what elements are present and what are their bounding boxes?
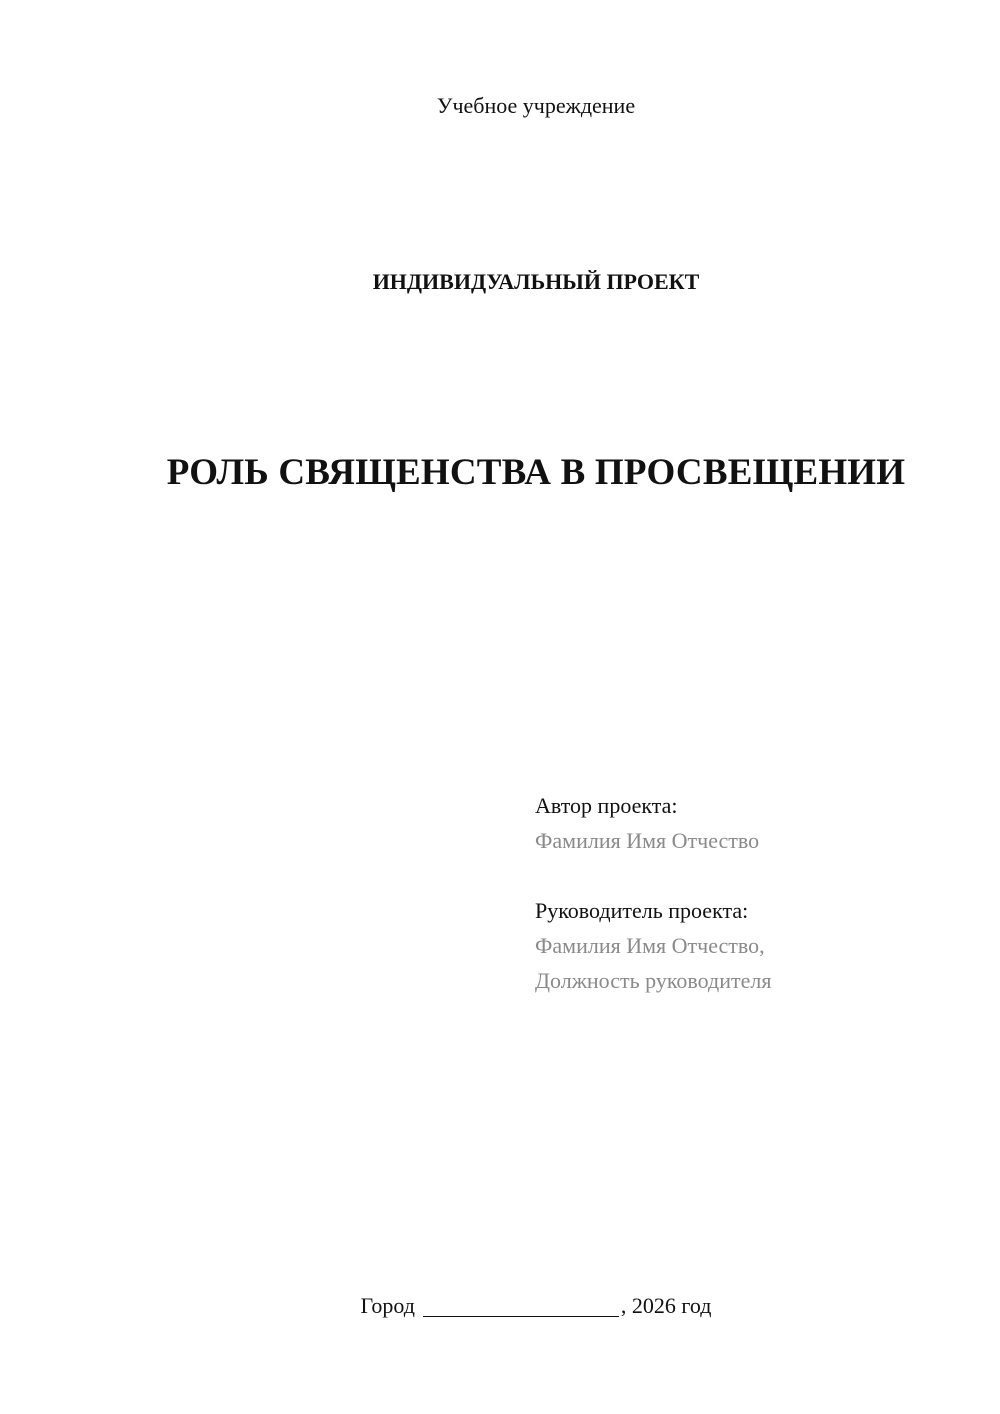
author-name-placeholder: Фамилия Имя Отчество [535, 828, 760, 853]
supervisor-name-placeholder: Фамилия Имя Отчество, [535, 933, 765, 958]
authors-spacer [535, 858, 975, 893]
supervisor-position-placeholder: Должность руководителя [535, 968, 772, 993]
institution-name: Учебное учреждение [436, 93, 636, 118]
city-year-line [0, 1290, 1000, 1321]
authors-block [535, 788, 975, 998]
project-title: РОЛЬ СВЯЩЕНСТВА В ПРОСВЕЩЕНИИ [166, 452, 906, 493]
year-text: , 2026 год [620, 1293, 712, 1318]
supervisor-label: Руководитель проекта: [535, 898, 749, 923]
document-type: ИНДИВИДУАЛЬНЫЙ ПРОЕКТ [372, 269, 700, 294]
city-label: Город [360, 1293, 415, 1318]
city-blank-underline [423, 1290, 619, 1317]
author-label: Автор проекта: [535, 793, 678, 818]
